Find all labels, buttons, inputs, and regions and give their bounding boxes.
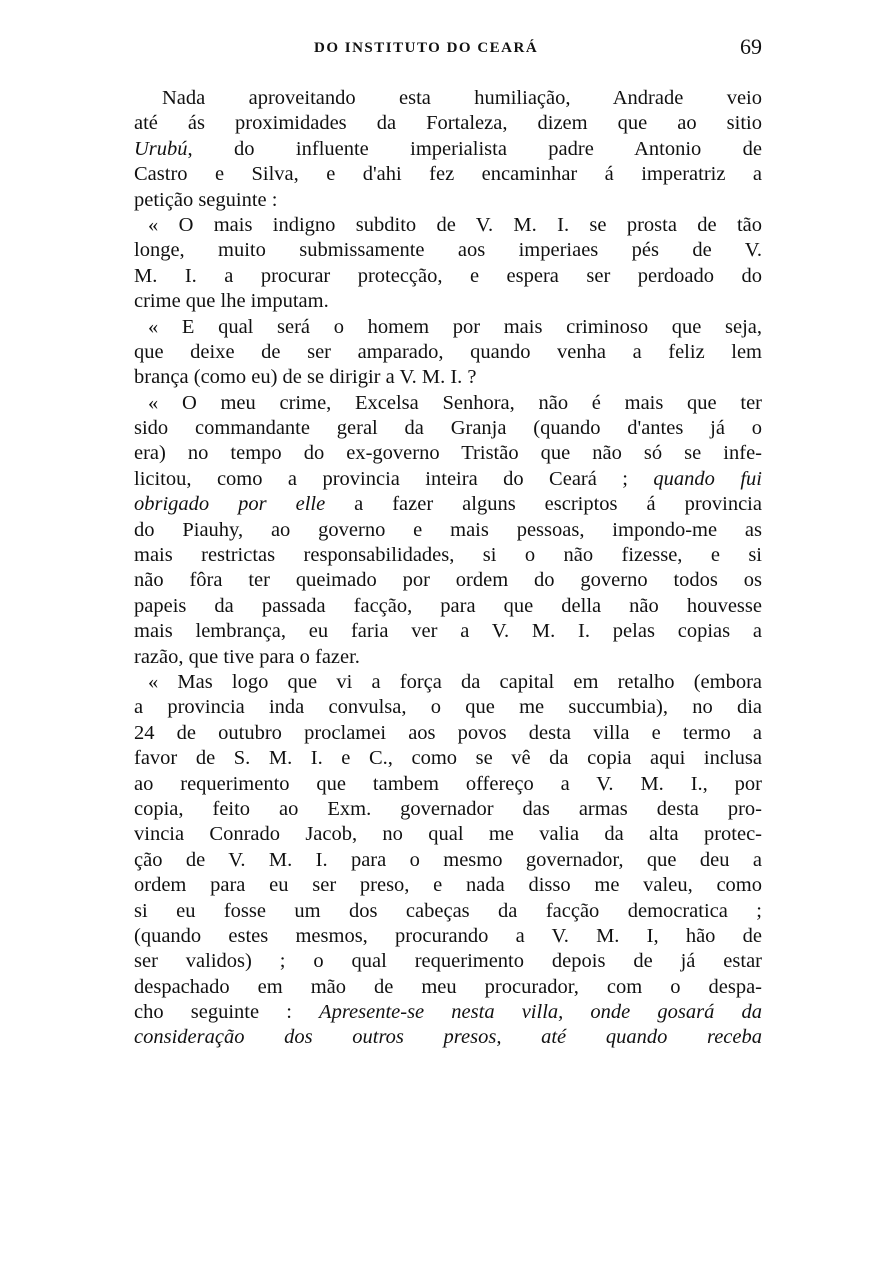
- text-line: « Mas logo que vi a força da capital em retalho (embora: [148, 670, 762, 693]
- text-line: (quando estes mesmos, procurando a V. M. I, hão de: [134, 924, 762, 947]
- text-line: petição seguinte :: [134, 188, 278, 211]
- text-line: si eu fosse um dos cabeças da facção democratica ;: [134, 899, 762, 922]
- running-title: DO INSTITUTO DO CEARÁ: [314, 40, 539, 56]
- text-line: despachado em mão de meu procurador, com o despa-: [134, 975, 762, 998]
- text-line: até ás proximidades da Fortaleza, dizem que ao sitio: [134, 112, 762, 135]
- text-line: mais lembrança, eu faria ver a V. M. I. pelas copias a: [134, 620, 762, 643]
- text-line: M. I. a procurar protecção, e espera ser perdoado do: [134, 264, 762, 287]
- text-line: não fôra ter queimado por ordem do governo todos os: [134, 569, 762, 592]
- text-line: vincia Conrado Jacob, no qual me valia da alta protec-: [134, 823, 762, 846]
- text-line: que deixe de ser amparado, quando venha a feliz lem: [134, 340, 762, 363]
- text-line: 24 de outubro proclamei aos povos desta villa e termo a: [134, 721, 762, 744]
- text-line: longe, muito submissamente aos imperiaes pés de V.: [134, 239, 762, 262]
- text-line: « O meu crime, Excelsa Senhora, não é mais que ter: [148, 391, 762, 414]
- text-line: Urubú, do influente imperialista padre Antonio de: [134, 137, 762, 160]
- text-line: razão, que tive para o fazer.: [134, 645, 360, 668]
- text-line: ordem para eu ser preso, e nada disso me valeu, como: [134, 874, 762, 897]
- text-line: cho seguinte : Apresente-se nesta villa, onde gosará da: [134, 1001, 762, 1024]
- text-line: mais restrictas responsabilidades, si o não fizesse, e si: [134, 544, 762, 567]
- text-line: licitou, como a provincia inteira do Ceará ; quando fui: [134, 467, 762, 490]
- text-line: favor de S. M. I. e C., como se vê da copia aqui inclusa: [134, 747, 762, 770]
- text-line: sido commandante geral da Granja (quando d'antes já o: [134, 417, 762, 440]
- text-line: papeis da passada facção, para que della não houvesse: [134, 594, 762, 617]
- text-line: « E qual será o homem por mais criminoso que seja,: [148, 315, 762, 338]
- text-line: crime que lhe imputam.: [134, 290, 329, 313]
- text-line: ser validos) ; o qual requerimento depois de já estar: [134, 950, 762, 973]
- page-header: [134, 34, 762, 64]
- text-line: brança (como eu) de se dirigir a V. M. I. ?: [134, 366, 477, 389]
- text-line: Castro e Silva, e d'ahi fez encaminhar á imperatriz a: [134, 163, 762, 186]
- text-line: « O mais indigno subdito de V. M. I. se prosta de tão: [148, 213, 762, 236]
- text-line: consideração dos outros presos, até quando receba: [134, 1026, 762, 1049]
- text-line: ao requerimento que tambem offereço a V. M. I., por: [134, 772, 762, 795]
- text-line: obrigado por elle a fazer alguns escriptos á provincia: [134, 493, 762, 516]
- text-line: copia, feito ao Exm. governador das armas desta pro-: [134, 797, 762, 820]
- text-line: era) no tempo do ex-governo Tristão que não só se infe-: [134, 442, 762, 465]
- text-line: do Piauhy, ao governo e mais pessoas, impondo-me as: [134, 518, 762, 541]
- text-line: a provincia inda convulsa, o que me succumbia), no dia: [134, 696, 762, 719]
- page-number: 69: [740, 34, 762, 59]
- text-line: Nada aproveitando esta humiliação, Andrade veio: [162, 87, 762, 109]
- text-line: ção de V. M. I. para o mesmo governador, que deu a: [134, 848, 762, 871]
- body-text: [134, 86, 762, 1051]
